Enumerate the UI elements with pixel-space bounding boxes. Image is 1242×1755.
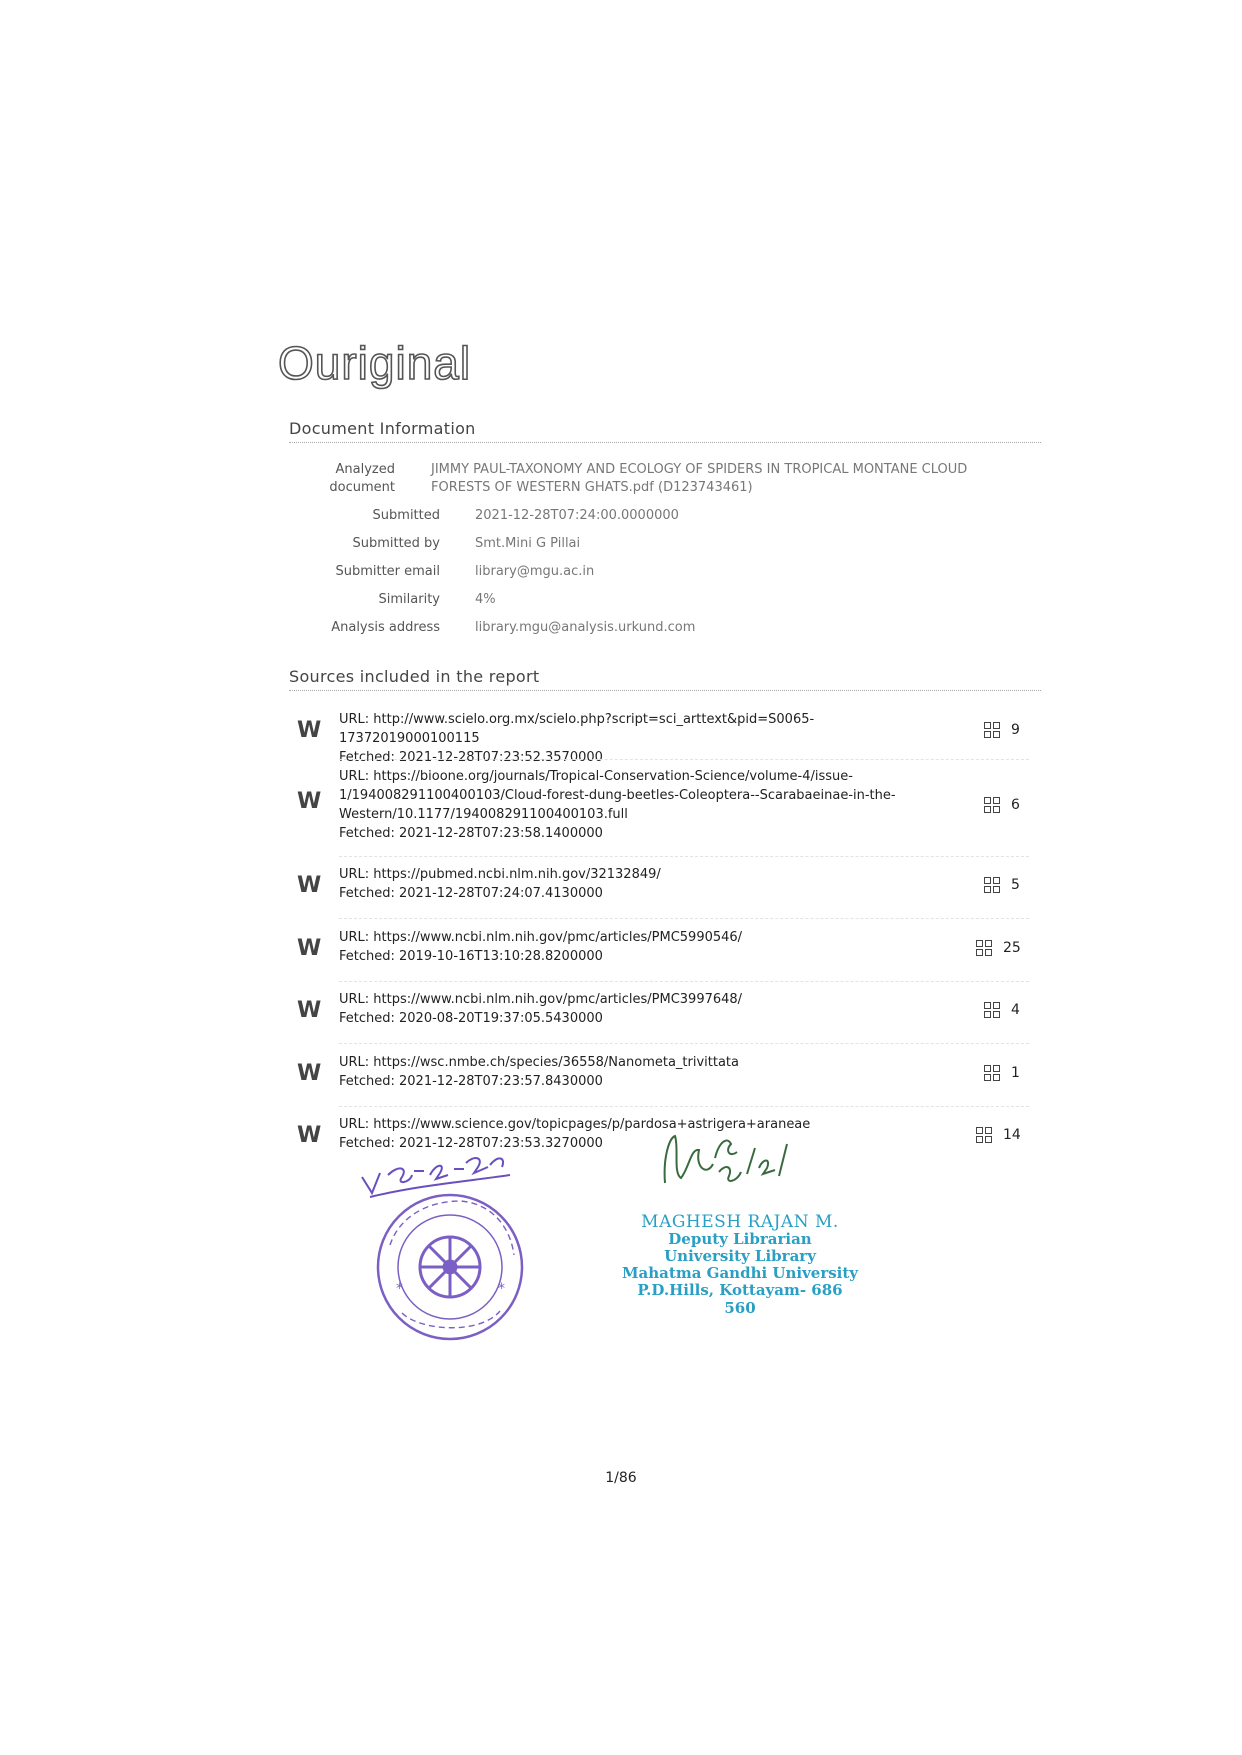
- web-source-icon: W: [297, 789, 320, 814]
- page-number: 1/86: [605, 1470, 637, 1486]
- document-information-heading: Document Information: [289, 419, 476, 438]
- similarity-label: Similarity: [378, 592, 440, 607]
- source-fetched: Fetched: 2021-12-28T07:23:53.3270000: [339, 1136, 603, 1151]
- grid-icon[interactable]: [984, 1065, 1000, 1081]
- source-fetched: Fetched: 2021-12-28T07:24:07.4130000: [339, 886, 603, 901]
- source-url[interactable]: URL: https://www.science.gov/topicpages/p/pardosa+astrigera+araneae: [339, 1117, 811, 1132]
- grid-icon[interactable]: [976, 1127, 992, 1143]
- stamp-university: Mahatma Gandhi University: [621, 1264, 859, 1282]
- source-url-line[interactable]: 1/194008291100400103/Cloud-forest-dung-beetles-Coleoptera--Scarabaeinae-in-the-: [339, 788, 896, 803]
- grid-icon[interactable]: [984, 722, 1000, 738]
- match-count: 14: [1003, 1127, 1021, 1143]
- submitted-label: Submitted: [372, 508, 440, 523]
- source-item[interactable]: [289, 1053, 1041, 1093]
- divider: [339, 1106, 1029, 1107]
- divider: [339, 856, 1029, 857]
- submitter-email-value: library@mgu.ac.in: [475, 564, 595, 579]
- submitted-by-label: Submitted by: [352, 536, 440, 551]
- match-count: 6: [1011, 797, 1020, 813]
- svg-text:*: *: [498, 1281, 505, 1297]
- divider: [339, 981, 1029, 982]
- web-source-icon: W: [297, 1061, 320, 1086]
- submitted-value: 2021-12-28T07:24:00.0000000: [475, 508, 679, 523]
- grid-icon[interactable]: [976, 940, 992, 956]
- source-item[interactable]: [289, 928, 1041, 968]
- seal-icon: [378, 1195, 522, 1339]
- source-fetched: Fetched: 2021-12-28T07:23:57.8430000: [339, 1074, 603, 1089]
- source-item[interactable]: [289, 710, 1041, 765]
- source-url-line[interactable]: URL: https://bioone.org/journals/Tropical-Conservation-Science/volume-4/issue-: [339, 769, 853, 784]
- source-item[interactable]: [289, 865, 1041, 905]
- sources-heading: Sources included in the report: [289, 667, 540, 686]
- web-source-icon: W: [297, 1123, 320, 1148]
- grid-icon[interactable]: [984, 1002, 1000, 1018]
- grid-icon[interactable]: [984, 797, 1000, 813]
- university-seal: [350, 1145, 550, 1345]
- source-item[interactable]: [289, 990, 1041, 1030]
- web-source-icon: W: [297, 936, 320, 961]
- similarity-value: 4%: [475, 592, 496, 607]
- match-count: 1: [1011, 1065, 1020, 1081]
- web-source-icon: W: [297, 998, 320, 1023]
- submitted-by-value: Smt.Mini G Pillai: [475, 536, 581, 551]
- stamp-address: P.D.Hills, Kottayam- 686 560: [637, 1281, 843, 1317]
- stamp-title: Deputy Librarian: [668, 1230, 812, 1248]
- svg-text:*: *: [396, 1281, 403, 1297]
- divider: [289, 690, 1041, 691]
- analyzed-label-1: Analyzed: [335, 462, 395, 477]
- divider: [289, 442, 1041, 443]
- submitter-email-label: Submitter email: [335, 564, 440, 579]
- divider: [339, 918, 1029, 919]
- source-url[interactable]: URL: https://www.ncbi.nlm.nih.gov/pmc/articles/PMC5990546/: [339, 930, 743, 945]
- web-source-icon: W: [297, 873, 320, 898]
- stamp-library: University Library: [664, 1247, 816, 1265]
- match-count: 4: [1011, 1002, 1020, 1018]
- match-count: 25: [1003, 940, 1021, 956]
- divider: [339, 1043, 1029, 1044]
- signature-icon: [655, 1128, 795, 1198]
- source-url[interactable]: URL: https://wsc.nmbe.ch/species/36558/Nanometa_trivittata: [339, 1055, 739, 1070]
- match-count: 5: [1011, 877, 1020, 893]
- source-fetched: Fetched: 2021-12-28T07:23:58.1400000: [339, 826, 603, 841]
- source-fetched: Fetched: 2020-08-20T19:37:05.5430000: [339, 1011, 603, 1026]
- source-fetched: Fetched: 2021-12-28T07:23:52.3570000: [339, 750, 603, 765]
- source-url-line[interactable]: Western/10.1177/194008291100400103.full: [339, 807, 628, 822]
- source-item[interactable]: [289, 767, 1041, 847]
- analysis-address-label: Analysis address: [331, 620, 440, 635]
- source-fetched: Fetched: 2019-10-16T13:10:28.8200000: [339, 949, 603, 964]
- handwritten-date-icon: [362, 1158, 510, 1197]
- analyzed-value-1: JIMMY PAUL-TAXONOMY AND ECOLOGY OF SPIDERS IN TROPICAL MONTANE CLOUD: [431, 462, 968, 477]
- grid-icon[interactable]: [984, 877, 1000, 893]
- source-url[interactable]: URL: http://www.scielo.org.mx/scielo.php?script=sci_arttext&pid=S0065-17372019000100115: [339, 712, 815, 746]
- stamp-name: MAGHESH RAJAN M.: [641, 1212, 839, 1232]
- match-count: 9: [1011, 722, 1020, 738]
- analysis-address-value: library.mgu@analysis.urkund.com: [475, 620, 696, 635]
- ouriginal-logo: Ouriginal: [278, 337, 472, 389]
- source-url[interactable]: URL: https://pubmed.ncbi.nlm.nih.gov/32132849/: [339, 867, 661, 882]
- web-source-icon: W: [297, 718, 320, 743]
- analyzed-label-2: document: [329, 480, 395, 495]
- divider: [339, 759, 1029, 760]
- source-url[interactable]: URL: https://www.ncbi.nlm.nih.gov/pmc/articles/PMC3997648/: [339, 992, 743, 1007]
- analyzed-value-2: FORESTS OF WESTERN GHATS.pdf (D123743461): [431, 480, 753, 495]
